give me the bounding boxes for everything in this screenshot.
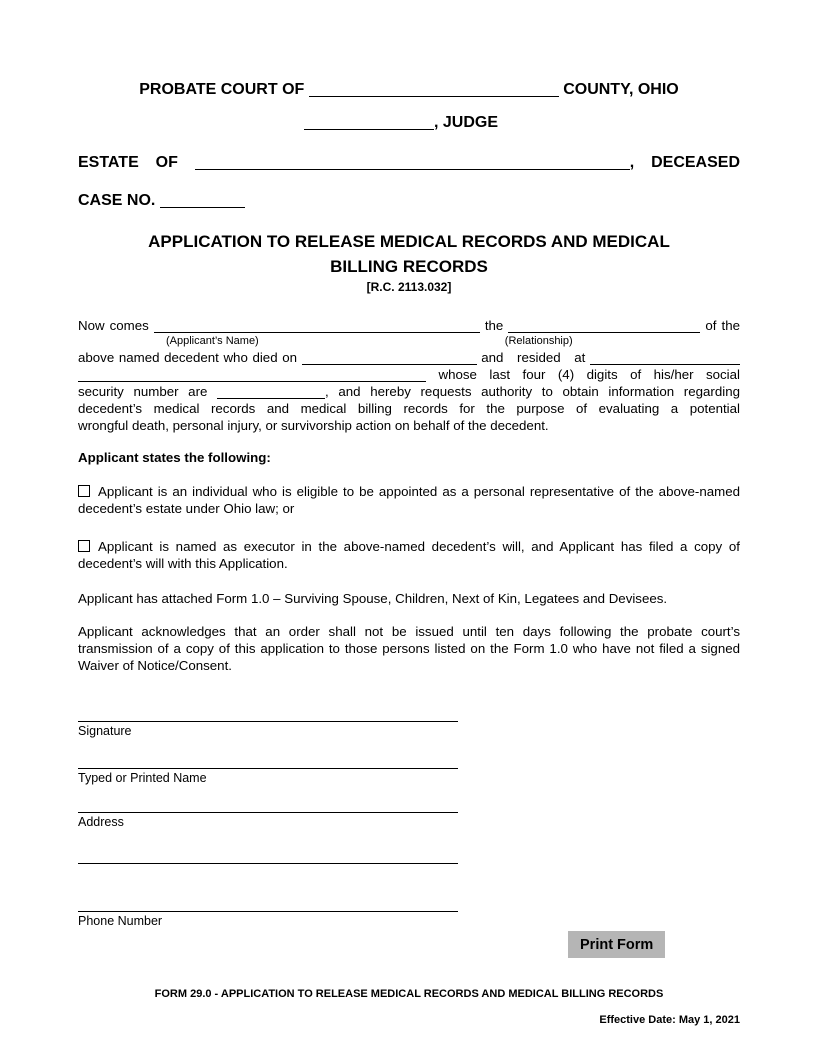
of-the-text: of the [705, 318, 740, 333]
field-captions-line [78, 334, 740, 349]
judge-suffix: , JUDGE [434, 114, 499, 131]
individual-eligible-checkbox[interactable] [78, 485, 90, 497]
ssn-suffix-text: , and hereby requests authority to obtain information regarding [325, 384, 740, 399]
statute-reference: [R.C. 2113.032] [366, 280, 452, 294]
court-prefix: PROBATE COURT OF [139, 81, 305, 98]
named-executor-checkbox[interactable] [78, 540, 90, 552]
statement-option-2 [78, 538, 740, 572]
died-on-text: above named decedent who died on [78, 350, 297, 365]
judge-line [78, 113, 740, 132]
ssn-digits-field[interactable] [217, 386, 325, 399]
attachment-statement: Applicant has attached Form 1.0 – Surviving Spouse, Children, Next of Kin, Legatees and Devisees. [78, 591, 668, 606]
case-label: CASE NO. [78, 192, 156, 209]
ssn-prefix-text: security number are [78, 384, 208, 399]
now-comes-text: Now comes [78, 318, 149, 333]
estate-suffix: , DECEASED [629, 154, 741, 171]
court-caption-line [78, 80, 740, 99]
form-footer: FORM 29.0 - APPLICATION TO RELEASE MEDICAL RECORDS AND MEDICAL BILLING RECORDS [154, 988, 664, 1000]
statements-heading: Applicant states the following: [78, 450, 271, 465]
residence-field-2[interactable] [78, 369, 426, 382]
relationship-caption: (Relationship) [504, 335, 573, 347]
resided-at-text: and resided at [481, 350, 586, 365]
estate-prefix: ESTATE OF [78, 154, 178, 171]
decedent-name-field[interactable] [195, 157, 630, 170]
applicant-name-caption: (Applicant’s Name) [166, 335, 259, 347]
statement-option-2-text: Applicant is named as executor in the above-named decedent’s will, and Applicant has filed a copy of decedent’s will with this Application. [78, 539, 740, 571]
intro-line-3 [78, 366, 740, 383]
intro-line-5: decedent’s medical records and medical billing records for the purpose of evaluating a potential [78, 401, 740, 416]
applicant-name-field[interactable] [154, 320, 480, 333]
phone-number-label: Phone Number [78, 914, 163, 928]
form-title-line1: APPLICATION TO RELEASE MEDICAL RECORDS AND MEDICAL [148, 232, 670, 251]
typed-name-label: Typed or Printed Name [78, 771, 207, 785]
last-four-text: whose last four (4) digits of his/her social [438, 367, 740, 382]
address-line-2[interactable] [78, 863, 458, 864]
intro-line-2 [78, 349, 740, 366]
relationship-field[interactable] [508, 320, 700, 333]
statement-option-1 [78, 483, 740, 517]
signature-label: Signature [78, 724, 132, 738]
death-date-field[interactable] [302, 352, 477, 365]
form-title-line2: BILLING RECORDS [330, 257, 488, 276]
case-number-field[interactable] [160, 195, 245, 208]
intro-line-4 [78, 383, 740, 400]
case-number-line [78, 191, 740, 210]
court-suffix: COUNTY, OHIO [563, 81, 679, 98]
the-text: the [484, 318, 504, 333]
intro-line-6: wrongful death, personal injury, or survivorship action on behalf of the decedent. [78, 418, 549, 433]
print-button-row [78, 931, 740, 958]
acknowledgement-statement: Applicant acknowledges that an order shall not be issued until ten days following the probate court’s transmission of a copy of this application to those persons listed on the Form 1.0 who have not filed a signed Waiver of Notice/Consent. [78, 624, 740, 673]
statement-option-1-text: Applicant is an individual who is eligible to be appointed as a personal representative of the above-named decedent’s estate under Ohio law; or [78, 484, 740, 516]
judge-name-field[interactable] [304, 117, 434, 130]
intro-paragraph [78, 317, 740, 434]
form-title [78, 229, 740, 279]
print-form-button[interactable]: Print Form [568, 931, 665, 958]
intro-line-1 [78, 317, 740, 334]
estate-line [78, 153, 740, 172]
effective-date: Effective Date: May 1, 2021 [599, 1014, 740, 1026]
address-label: Address [78, 815, 124, 829]
residence-field-1[interactable] [590, 352, 740, 365]
county-name-field[interactable] [309, 84, 559, 97]
